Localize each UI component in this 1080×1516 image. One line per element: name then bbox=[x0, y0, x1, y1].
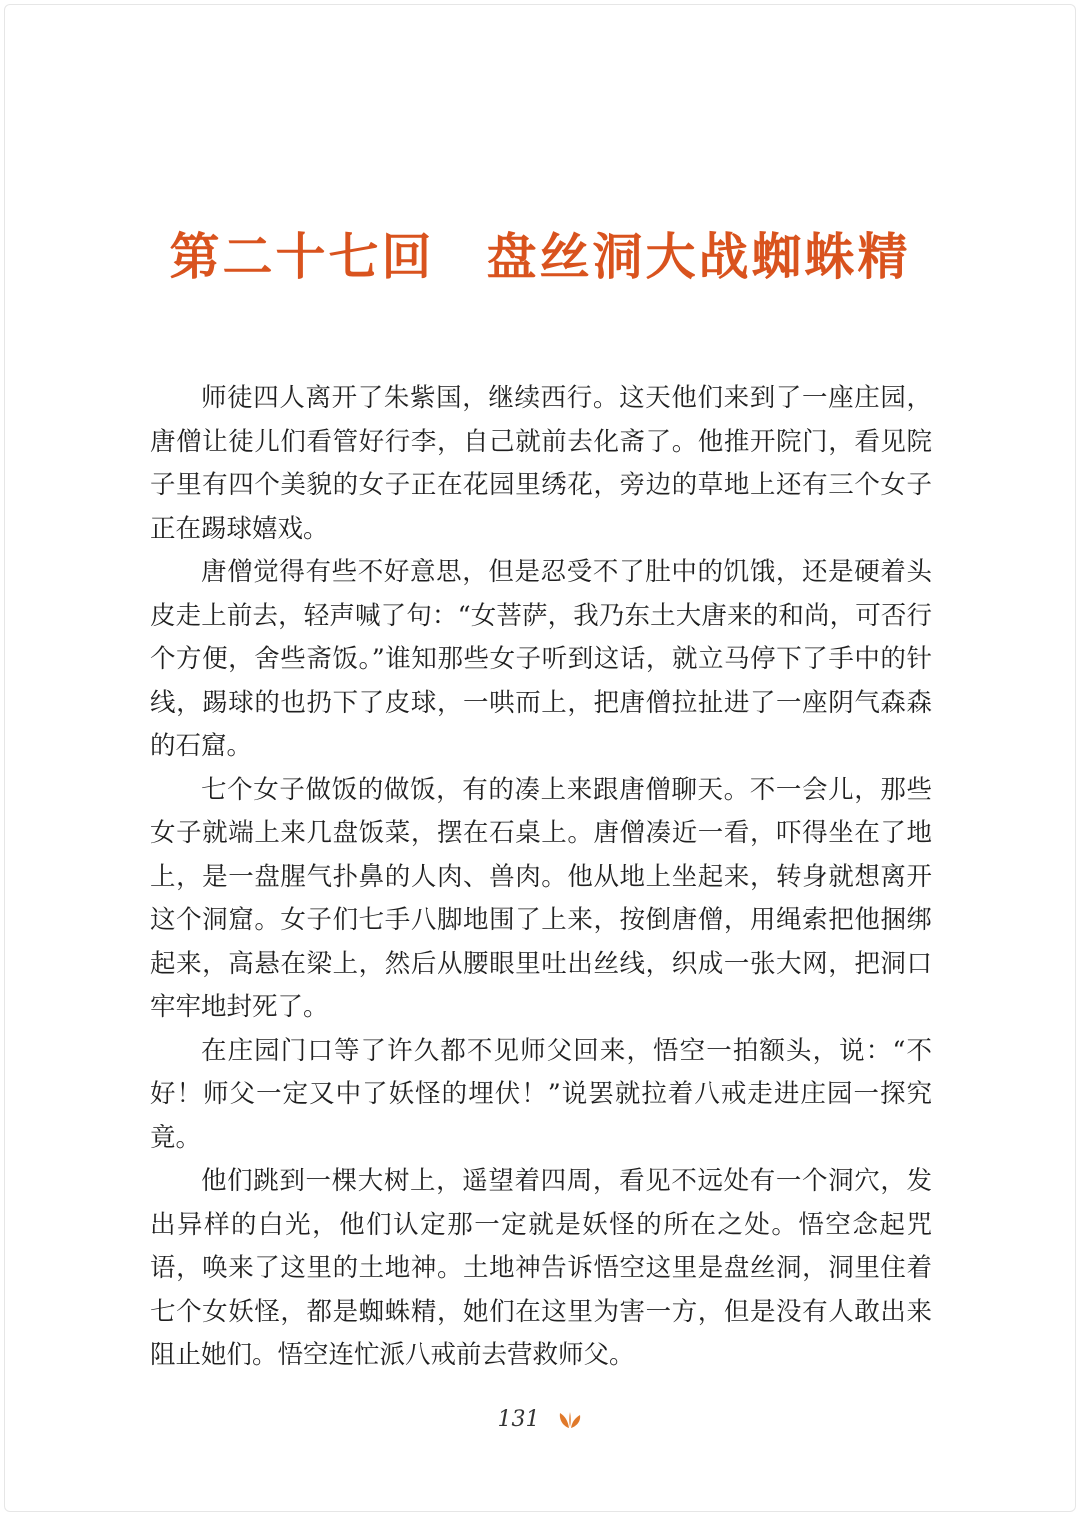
page-number: 131 bbox=[497, 1407, 540, 1432]
chapter-number-label: 第二十七回 bbox=[169, 227, 435, 286]
paragraph: 在庄园门口等了许久都不见师父回来，悟空一拍额头，说：“不好！师父一定又中了妖怪的埋伏！”说罢就拉着八戒走进庄园一探究竟。 bbox=[150, 1035, 932, 1153]
chapter-title-text: 盘丝洞大战蜘蛛精 bbox=[486, 227, 911, 286]
leaf-sprig-icon bbox=[557, 1410, 583, 1430]
paragraph: 七个女子做饭的做饭，有的凑上来跟唐僧聊天。不一会儿，那些女子就端上来几盘饭菜，摆在石桌上。唐僧凑近一看，吓得坐在了地上，是一盘腥气扑鼻的人肉、兽肉。他从地上坐起来，转身就想离开这个洞窟。女子们七手八脚地围了上来，按倒唐僧，用绳索把他捆绑起来，高悬在梁上，然后从腰眼里吐出丝线，织成一张大网，把洞口牢牢地封死了。 bbox=[150, 774, 932, 1022]
chapter-body bbox=[150, 377, 932, 1378]
chapter-title bbox=[0, 222, 1080, 292]
paragraph: 他们跳到一棵大树上，遥望着四周，看见不远处有一个洞穴，发出异样的白光，他们认定那一定就是妖怪的所在之处。悟空念起咒语，唤来了这里的土地神。土地神告诉悟空这里是盘丝洞，洞里住着七个女妖怪，都是蜘蛛精，她们在这里为害一方，但是没有人敢出来阻止她们。悟空连忙派八戒前去营救师父。 bbox=[150, 1166, 932, 1370]
paragraph: 师徒四人离开了朱紫国，继续西行。这天他们来到了一座庄园，唐僧让徒儿们看管好行李，自己就前去化斋了。他推开院门，看见院子里有四个美貌的女子正在花园里绣花，旁边的草地上还有三个女子正在踢球嬉戏。 bbox=[150, 383, 932, 544]
page-footer bbox=[0, 1405, 1080, 1435]
paragraph: 唐僧觉得有些不好意思，但是忍受不了肚中的饥饿，还是硬着头皮走上前去，轻声喊了句：“女菩萨，我乃东土大唐来的和尚，可否行个方便，舍些斋饭。”谁知那些女子听到这话，就立马停下了手中的针线，踢球的也扔下了皮球，一哄而上，把唐僧拉扯进了一座阴气森森的石窟。 bbox=[150, 557, 932, 761]
